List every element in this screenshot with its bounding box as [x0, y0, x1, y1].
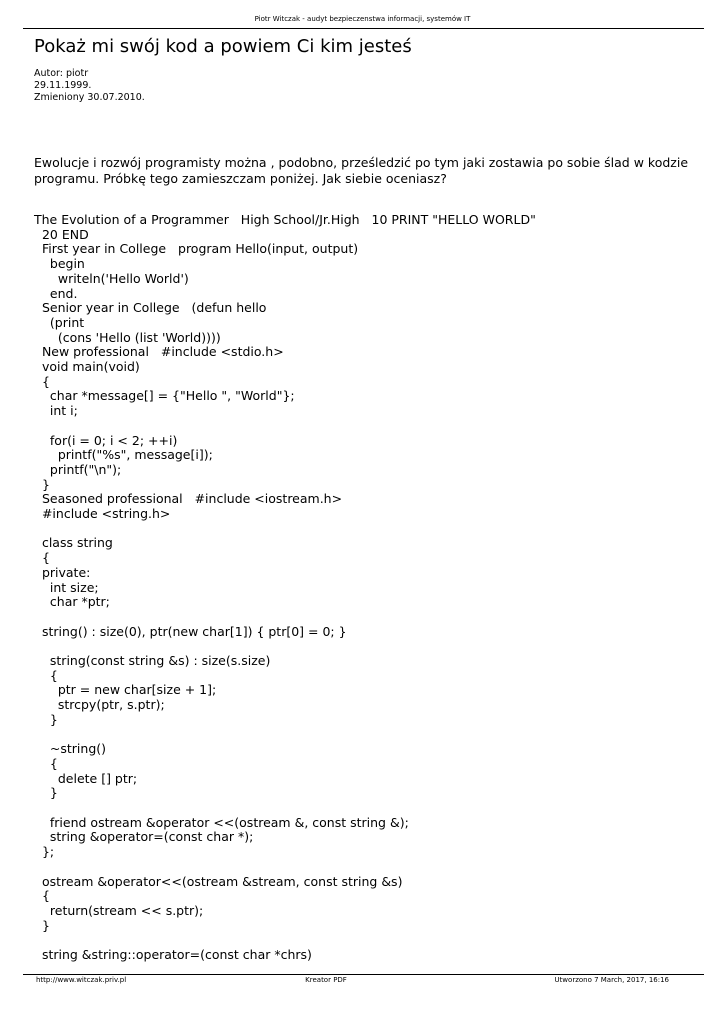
code-line: Seasoned professional #include <iostream.h>	[34, 491, 343, 507]
code-line	[34, 610, 536, 625]
code-line: string() : size(0), ptr(new char[1]) { ptr[0] = 0; }	[34, 623, 347, 639]
code-line: end.	[34, 285, 78, 301]
code-line	[34, 728, 536, 743]
code-line: The Evolution of a Programmer High School/Jr.High 10 PRINT "HELLO WORLD"	[34, 212, 536, 227]
code-line: };	[34, 844, 55, 860]
code-line: friend ostream &operator <<(ostream &, const string &);	[34, 814, 409, 830]
page-header-text: Piotr Witczak - audyt bezpieczenstwa informacji, systemów IT	[254, 15, 471, 23]
code-line: {	[34, 373, 50, 389]
code-line: }	[34, 476, 50, 492]
code-line: #include <string.h>	[34, 506, 171, 522]
code-line: }	[34, 711, 58, 727]
code-line	[34, 801, 536, 816]
code-listing	[34, 213, 536, 963]
code-line: return(stream << s.ptr);	[34, 902, 204, 918]
code-line: private:	[34, 564, 91, 580]
code-line: ~string()	[34, 741, 107, 757]
code-line: }	[34, 917, 50, 933]
footer-created: Utworzono 7 March, 2017, 16:16	[554, 976, 669, 984]
footer-divider	[23, 974, 704, 975]
code-line: }	[34, 785, 58, 801]
article-intro: Ewolucje i rozwój programisty można , podobno, prześledzić po tym jaki zostawia po sobie ślad w kodzie programu. Próbkę tego zamieszczam poniżej. Jak siebie oceniasz?	[34, 155, 689, 186]
code-line: delete [] ptr;	[34, 770, 138, 786]
article-title: Pokaż mi swój kod a powiem Ci kim jesteś	[34, 36, 412, 57]
code-line: char *ptr;	[34, 594, 110, 610]
code-line: writeln('Hello World')	[34, 270, 189, 286]
code-line: string &operator=(const char *);	[34, 829, 254, 845]
code-line	[34, 419, 536, 434]
code-line: {	[34, 550, 50, 566]
code-line: Senior year in College (defun hello	[34, 300, 267, 316]
code-line: ptr = new char[size + 1];	[34, 682, 217, 698]
code-line: void main(void)	[34, 359, 140, 375]
code-line: printf("\n");	[34, 461, 122, 477]
code-line: begin	[34, 256, 85, 272]
code-line: 20 END	[34, 226, 89, 242]
code-line: int size;	[34, 579, 99, 595]
code-line	[34, 522, 536, 537]
code-line: char *message[] = {"Hello ", "World"};	[34, 388, 295, 404]
header-divider	[23, 28, 704, 29]
code-line: {	[34, 888, 50, 904]
article-date-created: 29.11.1999.	[34, 80, 92, 91]
code-line: (print	[34, 314, 85, 330]
code-line: for(i = 0; i < 2; ++i)	[34, 432, 178, 448]
code-line	[34, 639, 536, 654]
code-line: {	[34, 667, 58, 683]
code-line	[34, 933, 536, 948]
article-author: Autor: piotr	[34, 68, 89, 79]
code-line: First year in College program Hello(input, output)	[34, 241, 359, 257]
code-line: int i;	[34, 403, 78, 419]
code-line: New professional #include <stdio.h>	[34, 344, 284, 360]
code-line	[34, 860, 536, 875]
code-line: string &string::operator=(const char *chrs)	[34, 947, 312, 963]
article-date-modified: Zmieniony 30.07.2010.	[34, 92, 145, 103]
article-meta	[34, 68, 145, 104]
code-line: class string	[34, 535, 113, 551]
code-line: strcpy(ptr, s.ptr);	[34, 697, 165, 713]
code-line: ostream &operator<<(ostream &stream, const string &s)	[34, 873, 403, 889]
code-line: (cons 'Hello (list 'World))))	[34, 329, 221, 345]
footer-generator: Kreator PDF	[305, 976, 347, 984]
footer-url: http://www.witczak.priv.pl	[36, 976, 127, 984]
code-line: printf("%s", message[i]);	[34, 447, 213, 463]
code-line: string(const string &s) : size(s.size)	[34, 653, 271, 669]
code-line: {	[34, 755, 58, 771]
